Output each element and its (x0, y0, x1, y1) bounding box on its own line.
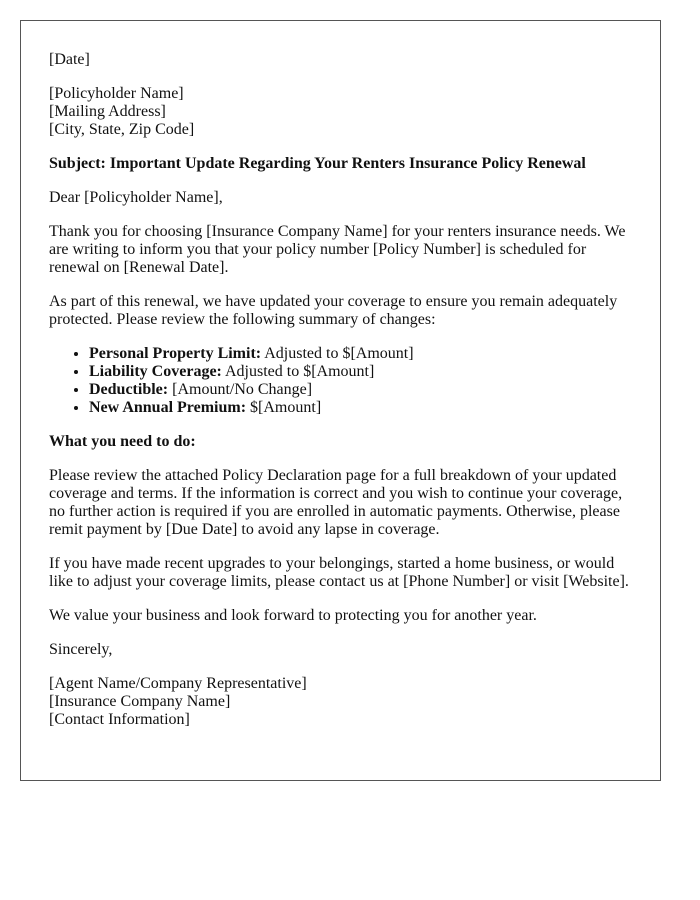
change-value: Adjusted to $[Amount] (221, 363, 375, 380)
change-item-personal-property (89, 345, 632, 363)
change-value: [Amount/No Change] (168, 381, 313, 398)
coverage-changes-list (49, 345, 632, 417)
salutation: Dear [Policyholder Name], (49, 189, 223, 206)
change-item-liability (89, 363, 632, 381)
contact-paragraph: If you have made recent upgrades to your belongings, started a home business, or would like to adjust your coverage limits, please contact us at [Phone Number] or visit [Website]. (49, 555, 629, 590)
change-value: $[Amount] (246, 399, 322, 416)
signature-agent: [Agent Name/Company Representative] (49, 675, 307, 692)
recipient-name: [Policyholder Name] (49, 85, 184, 102)
letter-document (20, 20, 661, 781)
action-paragraph: Please review the attached Policy Declaration page for a full breakdown of your updated coverage and terms. If the information is correct and you wish to continue your coverage, no further action is required if you are enrolled in automatic payments. Otherwise, please remit payment by [Due Date] to avoid any lapse in coverage. (49, 467, 623, 538)
change-value: Adjusted to $[Amount] (261, 345, 414, 362)
intro-paragraph: Thank you for choosing [Insurance Company Name] for your renters insurance needs. We are writing to inform you that your policy number [Policy Number] is scheduled for renewal on [Renewal Date]. (49, 223, 626, 276)
sign-off: Sincerely, (49, 641, 113, 658)
change-label: Deductible: (89, 381, 169, 398)
signature-block (49, 675, 632, 729)
action-heading: What you need to do: (49, 433, 196, 450)
recipient-mailing-address: [Mailing Address] (49, 103, 166, 120)
change-item-deductible (89, 381, 632, 399)
changes-intro-paragraph: As part of this renewal, we have updated your coverage to ensure you remain adequately protected. Please review the following summary of changes: (49, 293, 618, 328)
signature-contact: [Contact Information] (49, 711, 190, 728)
letter-subject: Subject: Important Update Regarding Your Renters Insurance Policy Renewal (49, 155, 586, 172)
change-label: Personal Property Limit: (89, 345, 262, 362)
signature-company: [Insurance Company Name] (49, 693, 231, 710)
change-label: Liability Coverage: (89, 363, 222, 380)
recipient-address-block (49, 85, 632, 139)
letter-date: [Date] (49, 51, 90, 68)
change-label: New Annual Premium: (89, 399, 247, 416)
recipient-city-state-zip: [City, State, Zip Code] (49, 121, 195, 138)
closing-paragraph: We value your business and look forward to protecting you for another year. (49, 607, 537, 624)
change-item-annual-premium (89, 399, 632, 417)
